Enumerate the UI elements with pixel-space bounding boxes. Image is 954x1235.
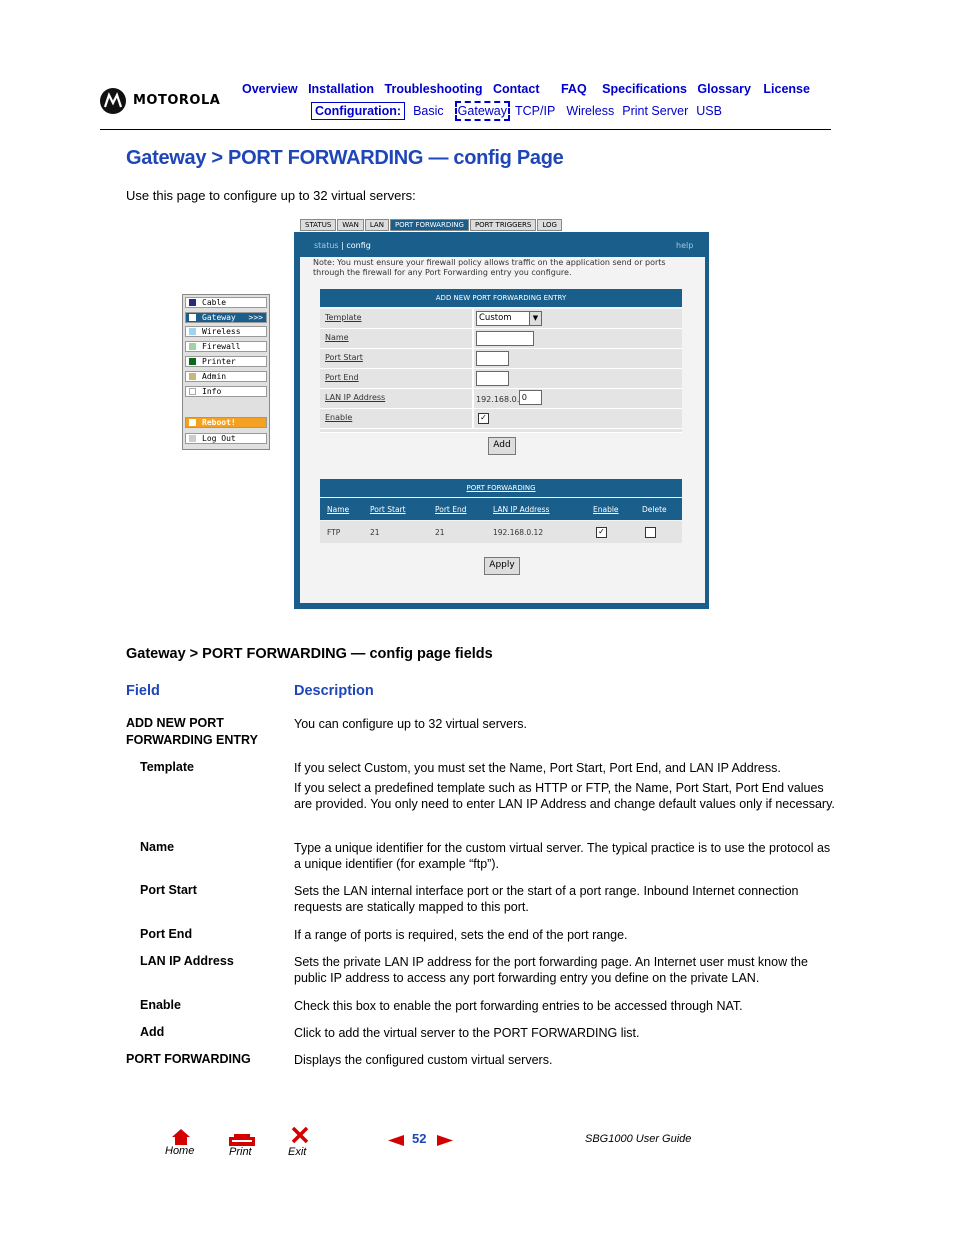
sidebar-item-printer[interactable] — [185, 356, 267, 367]
config-link[interactable]: config — [346, 241, 371, 250]
col-port-end: Port End — [435, 505, 467, 514]
row-delete-checkbox[interactable] — [645, 527, 656, 538]
desc-name: Type a unique identifier for the custom virtual server. The typical practice is to use the protocol as a unique identifier (for example “ftp”). — [294, 841, 831, 871]
port-forwarding-list-header: PORT FORWARDING — [320, 479, 682, 497]
motorola-logo-icon — [100, 88, 126, 114]
col-port-start: Port Start — [370, 505, 406, 514]
form-spacer — [320, 429, 682, 433]
nav-glossary[interactable]: Glossary — [697, 82, 751, 96]
desc-template-predefined: If you select a predefined template such as HTTP or FTP, the Name, Port Start, Port End values are provided. You only need to enter LAN IP Address and change default values only if necessary. — [294, 781, 835, 811]
port-end-input[interactable] — [476, 371, 509, 386]
sidebar-item-logout[interactable] — [185, 433, 267, 444]
nav-specifications[interactable]: Specifications — [602, 82, 687, 96]
nav-installation[interactable]: Installation — [308, 82, 375, 96]
sidebar-item-reboot[interactable] — [185, 417, 267, 428]
field-add: Add — [140, 1025, 165, 1039]
page-title: Gateway > PORT FORWARDING — config Page — [126, 147, 564, 169]
sidebar-item-cable[interactable] — [185, 297, 267, 308]
tab-port-forwarding[interactable]: PORT FORWARDING — [390, 219, 469, 231]
nav-configuration[interactable]: Configuration: — [311, 102, 405, 120]
desc-enable: Check this box to enable the port forwarding entries to be accessed through NAT. — [294, 999, 743, 1013]
template-row — [320, 309, 682, 329]
template-value: Custom — [479, 313, 512, 323]
port-end-row — [320, 369, 682, 389]
tab-log[interactable]: LOG — [537, 219, 562, 231]
reboot-icon — [189, 419, 196, 426]
sidebar-item-info[interactable] — [185, 386, 267, 397]
sidebar-item-admin[interactable] — [185, 371, 267, 382]
nav-troubleshooting[interactable]: Troubleshooting — [384, 82, 483, 96]
router-tabs — [300, 219, 563, 231]
sidebar-item-gateway[interactable] — [185, 312, 267, 323]
description-column-header: Description — [294, 683, 374, 699]
nav-usb[interactable]: USB — [696, 104, 722, 118]
home-button[interactable] — [170, 1128, 192, 1146]
enable-label: Enable — [325, 413, 353, 422]
nav-contact[interactable]: Contact — [492, 82, 540, 96]
status-config-links: status | config — [314, 241, 371, 250]
sidebar-label: Gateway — [202, 313, 236, 322]
tab-status[interactable]: STATUS — [300, 219, 336, 231]
nav-license[interactable]: License — [763, 82, 810, 96]
col-enable: Enable — [593, 505, 619, 514]
port-end-label: Port End — [325, 373, 359, 382]
field-port-end: Port End — [140, 927, 193, 941]
tab-port-triggers[interactable]: PORT TRIGGERS — [470, 219, 536, 231]
nav-print-server[interactable]: Print Server — [622, 104, 689, 118]
logout-icon — [189, 435, 196, 442]
gateway-icon — [189, 314, 196, 321]
field-column-header: Field — [126, 683, 160, 699]
firewall-note: Note: You must ensure your firewall policy allows traffic on the application send or ports through the firewall for any Port Forwarding entry you configure. — [313, 258, 666, 277]
desc-lan-ip: Sets the private LAN IP address for the port forwarding page. An Internet user must know the public IP address to access any port forwarding entry you define on the private LAN. — [294, 955, 808, 985]
home-label[interactable]: Home — [165, 1145, 195, 1157]
field-lan-ip: LAN IP Address — [140, 954, 234, 968]
row-port-start: 21 — [370, 528, 380, 537]
info-icon — [189, 388, 196, 395]
col-name: Name — [327, 505, 350, 514]
firewall-icon — [189, 343, 196, 350]
chevron-down-icon: ▼ — [529, 312, 541, 325]
field-port-forwarding: PORT FORWARDING — [126, 1052, 251, 1066]
desc-add: Click to add the virtual server to the PORT FORWARDING list. — [294, 1026, 640, 1040]
nav-faq[interactable]: FAQ — [560, 82, 587, 96]
field-add-new-entry: ADD NEW PORT FORWARDING ENTRY — [126, 716, 258, 747]
prev-page-icon[interactable] — [388, 1133, 404, 1151]
enable-checkbox[interactable]: ✓ — [478, 413, 489, 424]
print-label[interactable]: Print — [229, 1146, 252, 1158]
tab-wan[interactable]: WAN — [337, 219, 364, 231]
add-button[interactable]: Add — [488, 437, 516, 455]
nav-tcpip[interactable]: TCP/IP — [515, 104, 556, 118]
sidebar-label: Cable — [202, 298, 227, 307]
lan-ip-input[interactable]: 0 — [519, 390, 542, 405]
lan-ip-row — [320, 389, 682, 409]
name-label: Name — [325, 333, 349, 342]
lan-ip-label: LAN IP Address — [325, 393, 386, 402]
table-row — [320, 521, 682, 543]
field-name: Name — [140, 840, 175, 854]
name-input[interactable] — [476, 331, 534, 346]
add-entry-header: ADD NEW PORT FORWARDING ENTRY — [320, 289, 682, 307]
sidebar-label: Log Out — [202, 434, 236, 443]
wireless-icon — [189, 328, 196, 335]
col-delete: Delete — [642, 505, 667, 514]
enable-row — [320, 409, 682, 429]
field-enable: Enable — [140, 998, 181, 1012]
lan-ip-prefix: 192.168.0. — [476, 395, 520, 404]
next-page-icon[interactable] — [437, 1133, 453, 1151]
fields-section-title: Gateway > PORT FORWARDING — config page fields — [126, 646, 493, 662]
close-icon — [291, 1126, 309, 1144]
port-start-row — [320, 349, 682, 369]
admin-icon — [189, 373, 196, 380]
header-divider — [100, 129, 831, 130]
exit-button[interactable] — [291, 1126, 309, 1144]
port-start-input[interactable] — [476, 351, 509, 366]
sidebar-arrow: >>> — [248, 313, 263, 322]
page-number: 52 — [412, 1131, 427, 1146]
home-icon — [170, 1128, 192, 1146]
template-label: Template — [325, 313, 362, 322]
nav-gateway[interactable]: Gateway — [455, 101, 510, 121]
row-enable-checkbox[interactable]: ✓ — [596, 527, 607, 538]
nav-basic[interactable]: Basic — [413, 104, 444, 118]
row-name: FTP — [327, 528, 341, 537]
nav-wireless[interactable]: Wireless — [566, 104, 615, 118]
port-start-label: Port Start — [325, 353, 363, 362]
sidebar-label: Printer — [202, 357, 236, 366]
sidebar-label: Wireless — [202, 327, 241, 336]
printer-icon — [189, 358, 196, 365]
col-lan-ip: LAN IP Address — [493, 505, 550, 514]
field-port-start: Port Start — [140, 883, 197, 897]
tab-lan[interactable]: LAN — [365, 219, 389, 231]
desc-port-start: Sets the LAN internal interface port or the start of a port range. Inbound Internet connection requests are statically mapped to this port. — [294, 884, 799, 914]
field-template: Template — [140, 760, 194, 774]
brand-name: MOTOROLA — [133, 93, 221, 108]
desc-port-forwarding: Displays the configured custom virtual servers. — [294, 1053, 553, 1067]
desc-add-new-entry: You can configure up to 32 virtual servers. — [294, 717, 528, 731]
status-link[interactable]: status — [314, 241, 339, 250]
cable-icon — [189, 299, 196, 306]
sidebar-label: Admin — [202, 372, 227, 381]
guide-title: SBG1000 User Guide — [585, 1133, 692, 1145]
sidebar-label: Reboot! — [202, 418, 236, 427]
router-sidebar — [182, 294, 270, 450]
exit-label[interactable]: Exit — [288, 1146, 307, 1158]
apply-button[interactable]: Apply — [484, 557, 520, 575]
row-lan-ip: 192.168.0.12 — [493, 528, 544, 537]
desc-port-end: If a range of ports is required, sets the end of the port range. — [294, 928, 628, 942]
template-select[interactable] — [476, 311, 542, 326]
help-link[interactable]: help — [676, 241, 694, 250]
row-port-end: 21 — [435, 528, 445, 537]
nav-overview[interactable]: Overview — [242, 82, 298, 96]
sidebar-label: Firewall — [202, 342, 241, 351]
sidebar-item-wireless[interactable] — [185, 326, 267, 337]
desc-template-custom: If you select Custom, you must set the Name, Port Start, Port End, and LAN IP Address. — [294, 761, 781, 775]
name-row — [320, 329, 682, 349]
pf-table-header — [320, 498, 682, 520]
top-nav — [242, 82, 817, 96]
sidebar-item-firewall[interactable] — [185, 341, 267, 352]
intro-text: Use this page to configure up to 32 virtual servers: — [126, 188, 416, 203]
config-nav — [311, 101, 730, 121]
sidebar-label: Info — [202, 387, 222, 396]
